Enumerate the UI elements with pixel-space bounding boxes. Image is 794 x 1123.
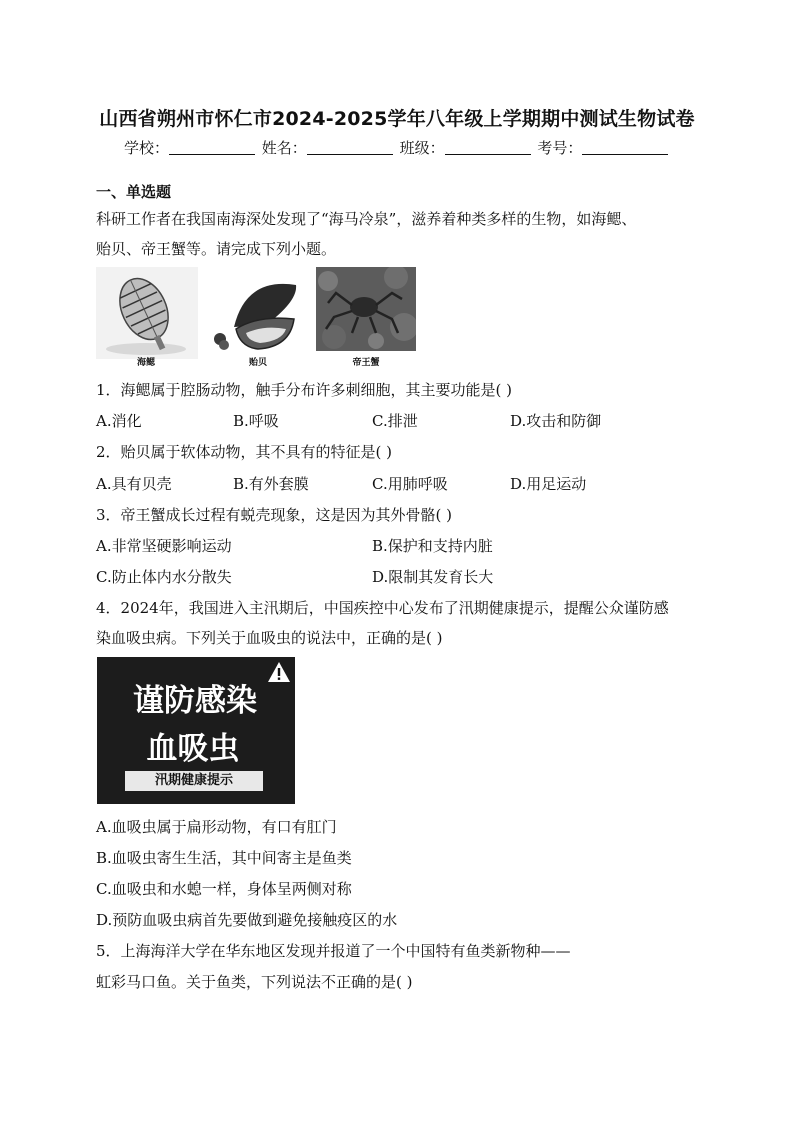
class-label: 班级： [399,139,445,157]
page-title: 山西省朔州市怀仁市2024-2025学年八年级上学期期中测试生物试卷 [99,108,695,130]
question-2-option-a[interactable]: A.具有贝壳 [96,475,172,493]
question-4-option-c[interactable]: C.血吸虫和水螅一样，身体呈两侧对称 [96,880,352,898]
mussel-caption: 贻贝 [248,358,267,368]
question-4-option-a[interactable]: A.血吸虫属于扁形动物，有口有肛门 [96,818,337,836]
class-blank [445,140,531,155]
health-warning-poster [97,657,295,804]
sea-pen-caption: 海鳃 [136,358,155,368]
king-crab-caption: 帝王蟹 [352,358,380,368]
question-2-option-d[interactable]: D.用足运动 [510,475,587,493]
question-2-stem: 2．贻贝属于软体动物，其不具有的特征是( ) [96,443,393,461]
question-3-stem: 3．帝王蟹成长过程有蜕壳现象，这是因为其外骨骼( ) [96,506,453,524]
school-blank [169,140,255,155]
exam-number-label: 考号： [537,139,583,157]
name-label: 姓名： [261,139,307,157]
poster-headline-1: 谨防感染 [133,683,257,719]
school-label: 学校： [124,139,170,157]
question-1-option-d[interactable]: D.攻击和防御 [510,412,602,430]
question-4-option-b[interactable]: B.血吸虫寄生生活，其中间寄主是鱼类 [96,849,352,867]
poster-banner: 汛期健康提示 [125,771,263,791]
question-2-option-b[interactable]: B.有外套膜 [233,475,309,493]
question-4-stem-line-2: 染血吸虫病。下列关于血吸虫的说法中，正确的是( ) [96,629,443,647]
king-crab-photo [316,267,416,351]
name-blank [307,140,393,155]
mussel-photo [206,267,308,359]
question-5-stem-line-1: 5．上海海洋大学在华东地区发现并报道了一个中国特有鱼类新物种—— [96,942,571,960]
question-2-option-c[interactable]: C.用肺呼吸 [372,475,448,493]
sea-pen-photo [96,267,198,359]
intro-line-2: 贻贝、帝王蟹等。请完成下列小题。 [96,240,337,258]
question-3-option-c[interactable]: C.防止体内水分散失 [96,568,232,586]
question-5-stem-line-2: 虹彩马口鱼。关于鱼类，下列说法不正确的是( ) [96,973,413,991]
question-1-option-b[interactable]: B.呼吸 [233,412,279,430]
section-title: 一、单选题 [96,183,172,201]
student-info-row [124,137,670,158]
exam-number-blank [582,140,668,155]
question-1-stem: 1．海鳃属于腔肠动物，触手分布许多刺细胞，其主要功能是( ) [96,381,513,399]
question-4-stem-line-1: 4．2024年，我国进入主汛期后，中国疾控中心发布了汛期健康提示，提醒公众谨防感 [96,599,669,617]
question-3-option-a[interactable]: A.非常坚硬影响运动 [96,537,232,555]
question-1-option-c[interactable]: C.排泄 [372,412,418,430]
question-4-option-d[interactable]: D.预防血吸虫病首先要做到避免接触疫区的水 [96,911,398,929]
question-3-option-b[interactable]: B.保护和支持内脏 [372,537,493,555]
poster-headline-2: 血吸虫 [146,731,240,767]
intro-line-1: 科研工作者在我国南海深处发现了“海马冷泉”，滋养着种类多样的生物，如海鳃、 [96,210,637,228]
question-1-option-a[interactable]: A.消化 [96,412,142,430]
question-3-option-d[interactable]: D.限制其发育长大 [372,568,494,586]
